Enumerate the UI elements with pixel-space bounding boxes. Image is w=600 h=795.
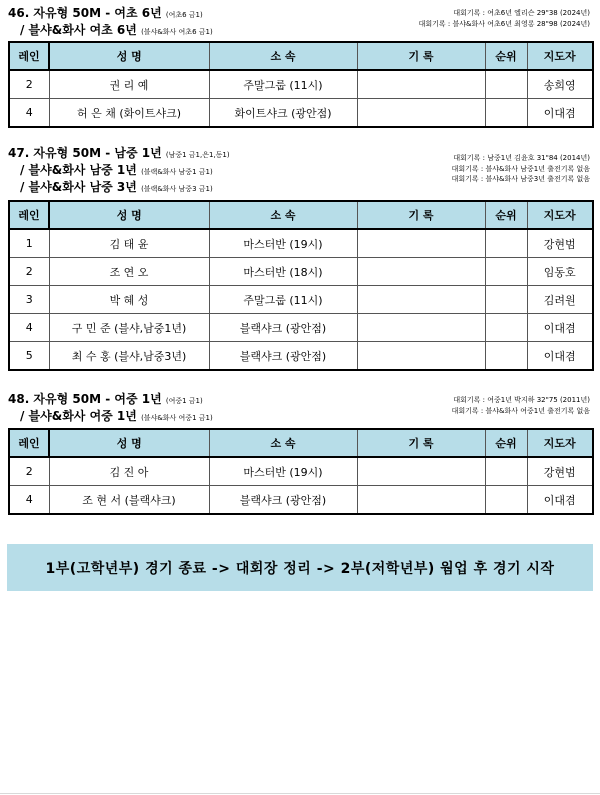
record-cell[interactable] — [357, 99, 485, 128]
event-sub-medal-note: (블샤&화사 여초6 금1) — [141, 28, 213, 36]
rank-cell[interactable] — [485, 99, 527, 128]
lane-cell: 2 — [9, 457, 49, 486]
coach-cell: 김려원 — [527, 286, 593, 314]
entries-table — [8, 41, 594, 128]
coach-cell: 이대겸 — [527, 486, 593, 515]
lane-cell: 2 — [9, 70, 49, 99]
lane-cell: 4 — [9, 486, 49, 515]
table-row — [9, 286, 593, 314]
coach-cell: 이대겸 — [527, 314, 593, 342]
schedule-banner: 1부(고학년부) 경기 종료 -> 대회장 정리 -> 2부(저학년부) 웜업 후 경기 시작 — [7, 544, 593, 591]
team-cell: 블랙샤크 (광안점) — [209, 486, 357, 515]
header-coach: 지도자 — [527, 201, 593, 229]
header-name: 성 명 — [49, 201, 209, 229]
name-cell: 김 진 아 — [49, 457, 209, 486]
team-cell: 마스터반 (19시) — [209, 229, 357, 258]
name-cell: 김 태 윤 — [49, 229, 209, 258]
table-row — [9, 99, 593, 128]
record-line: 대회기록 : 블샤&화사 남중1년 출전기록 없음 — [451, 164, 590, 173]
name-cell: 권 리 예 — [49, 70, 209, 99]
event-subtitle: / 블샤&화사 여초 6년 (블샤&화사 여초6 금1) — [20, 23, 213, 37]
record-cell[interactable] — [357, 457, 485, 486]
team-cell: 주말그룹 (11시) — [209, 286, 357, 314]
rank-cell[interactable] — [485, 314, 527, 342]
entries-table — [8, 428, 594, 515]
header-name: 성 명 — [49, 42, 209, 70]
event-sub-medal-note: (블랙&화사 남중1 금1) — [141, 168, 213, 176]
header-name: 성 명 — [49, 429, 209, 457]
header-record: 기 록 — [357, 429, 485, 457]
header-record: 기 록 — [357, 42, 485, 70]
name-cell: 구 민 준 (블샤,남중1년) — [49, 314, 209, 342]
meet-records — [419, 8, 590, 29]
event-title: 46. 자유형 50M - 여초 6년 (여초6 금1) — [8, 6, 203, 20]
team-cell: 주말그룹 (11시) — [209, 70, 357, 99]
rank-cell[interactable] — [485, 70, 527, 99]
event-sub-medal-note: (블샤&화사 여중1 금1) — [141, 414, 213, 422]
coach-cell: 송희영 — [527, 70, 593, 99]
lane-cell: 4 — [9, 314, 49, 342]
header-team: 소 속 — [209, 429, 357, 457]
name-cell: 조 연 오 — [49, 258, 209, 286]
record-line: 대회기록 : 블샤&화사 여초6년 최영롱 28"98 (2024년) — [418, 19, 590, 28]
header-coach: 지도자 — [527, 42, 593, 70]
record-line: 대회기록 : 여중1년 박지하 32"75 (2011년) — [453, 396, 590, 404]
record-cell[interactable] — [357, 286, 485, 314]
entries-table — [8, 200, 594, 371]
header-lane: 레인 — [9, 201, 49, 229]
event-title: 47. 자유형 50M - 남중 1년 (남중1 금1,은1,동1) — [8, 146, 230, 160]
record-line: 대회기록 : 블샤&화사 여중1년 출전기록 없음 — [451, 406, 590, 415]
header-team: 소 속 — [209, 42, 357, 70]
event-medal-note: (여중1 금1) — [165, 397, 203, 405]
coach-cell: 강현범 — [527, 229, 593, 258]
page-bottom-divider — [0, 793, 600, 794]
event-subtitle: / 블샤&화사 남중 3년 (블랙&화사 남중3 금1) — [20, 180, 213, 194]
header-team: 소 속 — [209, 201, 357, 229]
rank-cell[interactable] — [485, 457, 527, 486]
record-cell[interactable] — [357, 229, 485, 258]
event-header — [8, 5, 592, 39]
lane-cell: 3 — [9, 286, 49, 314]
header-rank: 순위 — [485, 42, 527, 70]
header-coach: 지도자 — [527, 429, 593, 457]
table-row — [9, 457, 593, 486]
rank-cell[interactable] — [485, 486, 527, 515]
rank-cell[interactable] — [485, 342, 527, 371]
table-row — [9, 258, 593, 286]
record-cell[interactable] — [357, 258, 485, 286]
team-cell: 화이트샤크 (광안점) — [209, 99, 357, 128]
event-title: 48. 자유형 50M - 여중 1년 (여중1 금1) — [8, 392, 203, 406]
record-cell[interactable] — [357, 314, 485, 342]
table-row — [9, 314, 593, 342]
name-cell: 박 혜 성 — [49, 286, 209, 314]
meet-records — [452, 395, 590, 416]
event-48 — [8, 391, 592, 507]
rank-cell[interactable] — [485, 258, 527, 286]
table-row — [9, 70, 593, 99]
event-47 — [8, 145, 592, 363]
table-row — [9, 229, 593, 258]
team-cell: 마스터반 (19시) — [209, 457, 357, 486]
record-line: 대회기록 : 남중1년 김윤호 31"84 (2014년) — [453, 154, 590, 162]
event-subtitle: / 블샤&화사 여중 1년 (블샤&화사 여중1 금1) — [20, 409, 213, 423]
lane-cell: 4 — [9, 99, 49, 128]
name-cell: 최 수 홍 (블샤,남중3년) — [49, 342, 209, 371]
lane-cell: 5 — [9, 342, 49, 371]
team-cell: 블랙샤크 (광안점) — [209, 314, 357, 342]
header-rank: 순위 — [485, 201, 527, 229]
table-header-row — [9, 42, 593, 70]
coach-cell: 임동호 — [527, 258, 593, 286]
event-46 — [8, 5, 592, 120]
rank-cell[interactable] — [485, 286, 527, 314]
record-cell[interactable] — [357, 486, 485, 515]
coach-cell: 이대겸 — [527, 342, 593, 371]
header-rank: 순위 — [485, 429, 527, 457]
coach-cell: 강현범 — [527, 457, 593, 486]
table-header-row — [9, 429, 593, 457]
header-record: 기 록 — [357, 201, 485, 229]
meet-records — [452, 153, 590, 185]
record-line: 대회기록 : 여초6년 엘리슨 29"38 (2024년) — [453, 9, 590, 17]
event-header — [8, 391, 592, 425]
coach-cell: 이대겸 — [527, 99, 593, 128]
table-header-row — [9, 201, 593, 229]
team-cell: 마스터반 (18시) — [209, 258, 357, 286]
rank-cell[interactable] — [485, 229, 527, 258]
record-line: 대회기록 : 블샤&화사 남중3년 출전기록 없음 — [451, 175, 590, 183]
name-cell: 조 현 서 (블랙샤크) — [49, 486, 209, 515]
event-sub-medal-note: (블랙&화사 남중3 금1) — [141, 185, 213, 193]
record-cell[interactable] — [357, 70, 485, 99]
record-cell[interactable] — [357, 342, 485, 371]
table-row — [9, 342, 593, 371]
event-subtitle: / 블샤&화사 남중 1년 (블랙&화사 남중1 금1) — [20, 163, 213, 177]
name-cell: 허 은 채 (화이트샤크) — [49, 99, 209, 128]
team-cell: 블랙샤크 (광안점) — [209, 342, 357, 371]
header-lane: 레인 — [9, 429, 49, 457]
event-medal-note: (여초6 금1) — [165, 11, 203, 19]
lane-cell: 2 — [9, 258, 49, 286]
header-lane: 레인 — [9, 42, 49, 70]
event-medal-note: (남중1 금1,은1,동1) — [165, 151, 230, 159]
lane-cell: 1 — [9, 229, 49, 258]
event-header — [8, 145, 592, 196]
table-row — [9, 486, 593, 515]
